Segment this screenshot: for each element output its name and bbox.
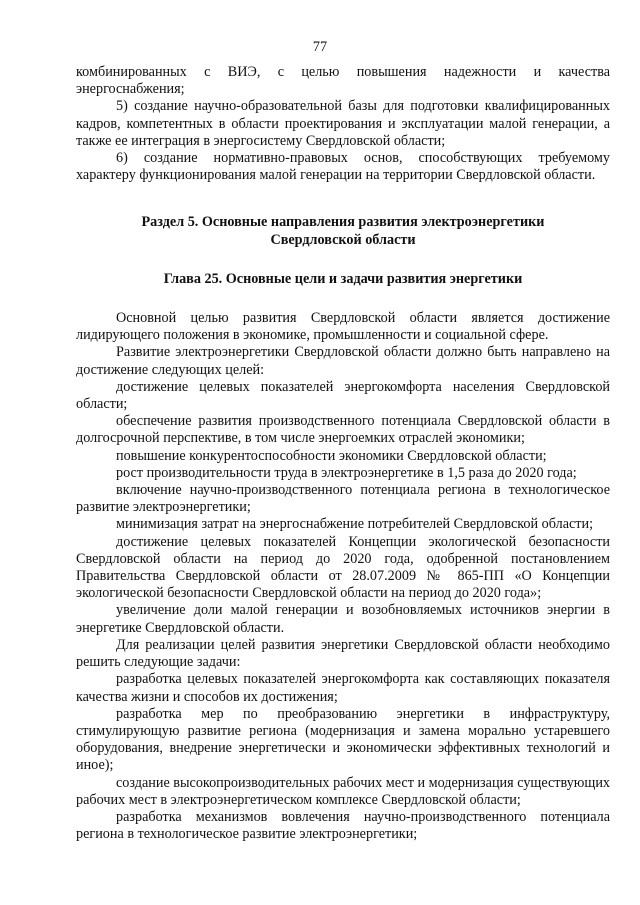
list-item: создание высокопроизводительных рабочих мест и модернизация существующих рабочих мест в электроэнергетическом комплексе Свердловской области;	[76, 774, 610, 808]
list-item: разработка механизмов вовлечения научно-производственного потенциала региона в технологическое развитие электроэнергетики;	[76, 808, 610, 843]
paragraph: 6) создание нормативно-правовых основ, способствующих требуемому характеру функционирования малой генерации на территории Свердловской области.	[76, 150, 610, 184]
list-item: увеличение доли малой генерации и возобновляемых источников энергии в энергетике Свердловской области.	[76, 602, 610, 636]
list-item: рост производительности труда в электроэнергетике в 1,5 раза до 2020 года;	[116, 464, 577, 481]
paragraph: комбинированных с ВИЭ, с целью повышения надежности и качества энергоснабжения;	[76, 64, 610, 98]
page-number: 77	[312, 39, 328, 55]
list-item: разработка целевых показателей энергокомфорта как составляющих показателя качества жизни и способов их достижения;	[76, 671, 610, 705]
list-item: повышение конкурентоспособности экономики Свердловской области;	[116, 447, 547, 464]
section-title-line: Свердловской области	[270, 231, 416, 248]
list-item: минимизация затрат на энергоснабжение потребителей Свердловской области;	[116, 516, 594, 533]
paragraph: Развитие электроэнергетики Свердловской области должно быть направлено на достижение следующих целей:	[76, 344, 610, 378]
list-item: достижение целевых показателей Концепции экологической безопасности Свердловской области на период до 2020 года, одобренной постановлением Правительства Свердловской области от 28.07.2009 № 865-ПП «О Концепции экологической безопасности Свердловской области на период до 2020 года»;	[76, 533, 610, 602]
section-title	[76, 214, 610, 248]
paragraph: Для реализации целей развития энергетики Свердловской области необходимо решить следующие задачи:	[76, 636, 610, 671]
list-item: разработка мер по преобразованию энергетики в инфраструктуру, стимулирующую развитие региона (модернизация и замена морально устаревшего оборудования, внедрение энергетически и экономически эффективных технологий и иное);	[76, 705, 610, 774]
chapter-title: Глава 25. Основные цели и задачи развития энергетики	[163, 270, 523, 287]
paragraph: Основной целью развития Свердловской области является достижение лидирующего положения в экономике, промышленности и социальной сфере.	[76, 310, 610, 344]
paragraph: 5) создание научно-образовательной базы для подготовки квалифицированных кадров, компетентных в области проектирования и эксплуатации малой генерации, а также ее интеграция в энергосистему Свердловской области;	[76, 98, 610, 149]
page-content	[76, 64, 610, 843]
list-item: обеспечение развития производственного потенциала Свердловской области в долгосрочной перспективе, в том числе энергоемких отраслей экономики;	[76, 413, 610, 447]
section-title-line: Раздел 5. Основные направления развития электроэнергетики	[141, 214, 545, 231]
list-item: достижение целевых показателей энергокомфорта населения Свердловской области;	[76, 378, 610, 413]
list-item: включение научно-производственного потенциала региона в технологическое развитие электроэнергетики;	[76, 482, 610, 516]
